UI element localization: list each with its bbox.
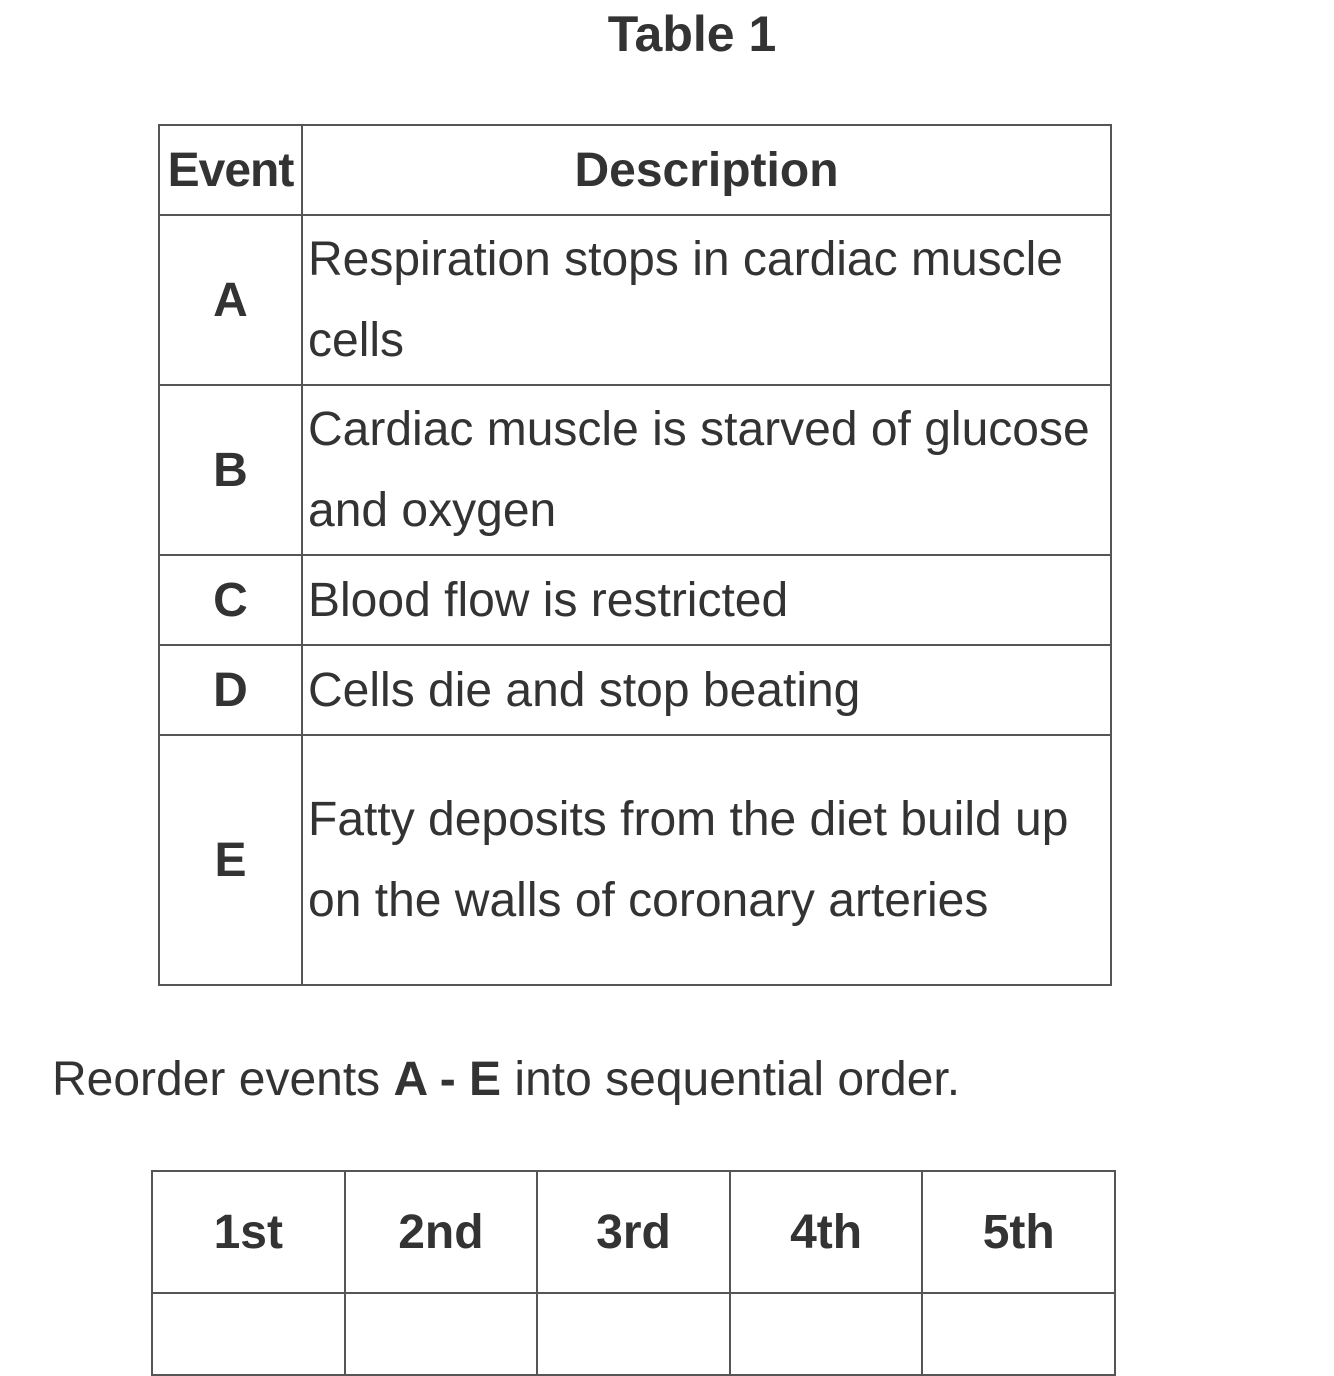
instruction-text (52, 1048, 960, 1112)
order-header-4th: 4th (730, 1171, 923, 1293)
event-description: Fatty deposits from the diet build up on the walls of coronary arteries (302, 735, 1111, 985)
order-answer-cell-3rd[interactable] (537, 1293, 730, 1375)
order-header-3rd: 3rd (537, 1171, 730, 1293)
order-header-5th: 5th (922, 1171, 1115, 1293)
event-label: C (159, 555, 302, 645)
event-label: B (159, 385, 302, 555)
order-answer-cell-5th[interactable] (922, 1293, 1115, 1375)
event-label: A (159, 215, 302, 385)
order-table (151, 1170, 1116, 1376)
table-row (159, 735, 1111, 985)
order-answer-cell-2nd[interactable] (345, 1293, 538, 1375)
event-label: D (159, 645, 302, 735)
order-table-header-row (152, 1171, 1115, 1293)
event-description: Cardiac muscle is starved of glucose and oxygen (302, 385, 1111, 555)
table-row (159, 215, 1111, 385)
description-column-header: Description (302, 125, 1111, 215)
event-description: Respiration stops in cardiac muscle cells (302, 215, 1111, 385)
order-header-2nd: 2nd (345, 1171, 538, 1293)
instruction-range: A - E (393, 1053, 502, 1106)
order-header-1st: 1st (152, 1171, 345, 1293)
table-title: Table 1 (607, 6, 777, 62)
instruction-prefix: Reorder events (52, 1053, 394, 1106)
order-answer-row (152, 1293, 1115, 1375)
table-row (159, 555, 1111, 645)
events-table-header-row (159, 125, 1111, 215)
event-description: Cells die and stop beating (302, 645, 1111, 735)
instruction-suffix: into sequential order. (501, 1053, 961, 1106)
order-answer-cell-4th[interactable] (730, 1293, 923, 1375)
event-column-header: Event (159, 125, 302, 215)
order-answer-cell-1st[interactable] (152, 1293, 345, 1375)
event-description: Blood flow is restricted (302, 555, 1111, 645)
table-row (159, 385, 1111, 555)
table-row (159, 645, 1111, 735)
event-label: E (159, 735, 302, 985)
events-table (158, 124, 1112, 986)
